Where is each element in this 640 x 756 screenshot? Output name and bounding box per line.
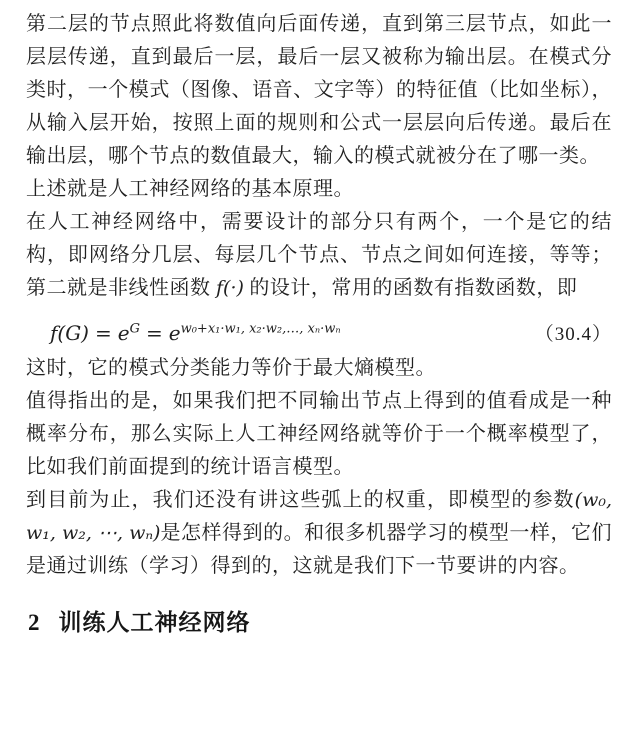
equals-sign: = — [145, 321, 163, 345]
equation-exponent-g: G — [129, 321, 140, 337]
paragraph-basic-principle: 上述就是人工神经网络的基本原理。 — [26, 178, 354, 200]
section-number: 2 — [28, 610, 41, 635]
equation-exponent-weights: w₀+x₁·w₁, x₂·w₂,…, xₙ·wₙ — [180, 321, 341, 337]
paragraph-probability-model: 值得指出的是，如果我们把不同输出节点上得到的值看成是一种概率分布，那么实际上人工神经网络就等价于一个概率模型了，比如我们前面提到的统计语言模型。 — [26, 390, 612, 478]
equation-lhs: f(G) — [50, 321, 89, 345]
paragraph-text-segment: 是怎样得到的。和很多机器学习的模型一样，它们是通过训练（学习）得到的，这就是我们下一节要讲的内容。 — [26, 522, 613, 577]
equals-sign: = — [94, 321, 112, 345]
paragraph-text-segment: 的设计，常用的函数有指数函数，即 — [243, 277, 578, 299]
inline-math-f-dot: f(·) — [216, 277, 244, 299]
paragraph-text-segment: 到目前为止，我们还没有讲这些弧上的权重，即模型的参数 — [26, 489, 575, 511]
paragraph-max-entropy: 这时，它的模式分类能力等价于最大熵模型。 — [26, 357, 436, 379]
paragraph-layer-propagation: 第二层的节点照此将数值向后面传递，直到第三层节点，如此一层层传递，直到最后一层，最后一层又被称为输出层。在模式分类时，一个模式（图像、语音、文字等）的特征值（比如坐标），从输入层开始，按照上面的规则和公式一层层向后传递。最后在输出层，哪个节点的数值最大，输入的模式就被分在了哪一类。 — [26, 13, 612, 167]
paragraph-text-segment: 在人工神经网络中，需要设计的部分只有两个，一个是它的结构，即网络分几层、每层几个节点、节点之间如何连接，等等；第二就是非线性函数 — [26, 211, 612, 299]
equation-30-4 — [26, 321, 341, 345]
equation-number: （30.4） — [534, 324, 612, 345]
equation-row — [26, 319, 612, 352]
paragraph-training-params — [26, 484, 612, 583]
inline-math-weights: (w₀, w₁, w₂, ⋯, wₙ) — [26, 489, 612, 544]
paragraph-network-design — [26, 206, 612, 305]
section-heading — [28, 607, 612, 639]
equation-base-e: e — [168, 321, 181, 345]
section-title: 训练人工神经网络 — [58, 610, 251, 635]
equation-base-e: e — [117, 321, 130, 345]
